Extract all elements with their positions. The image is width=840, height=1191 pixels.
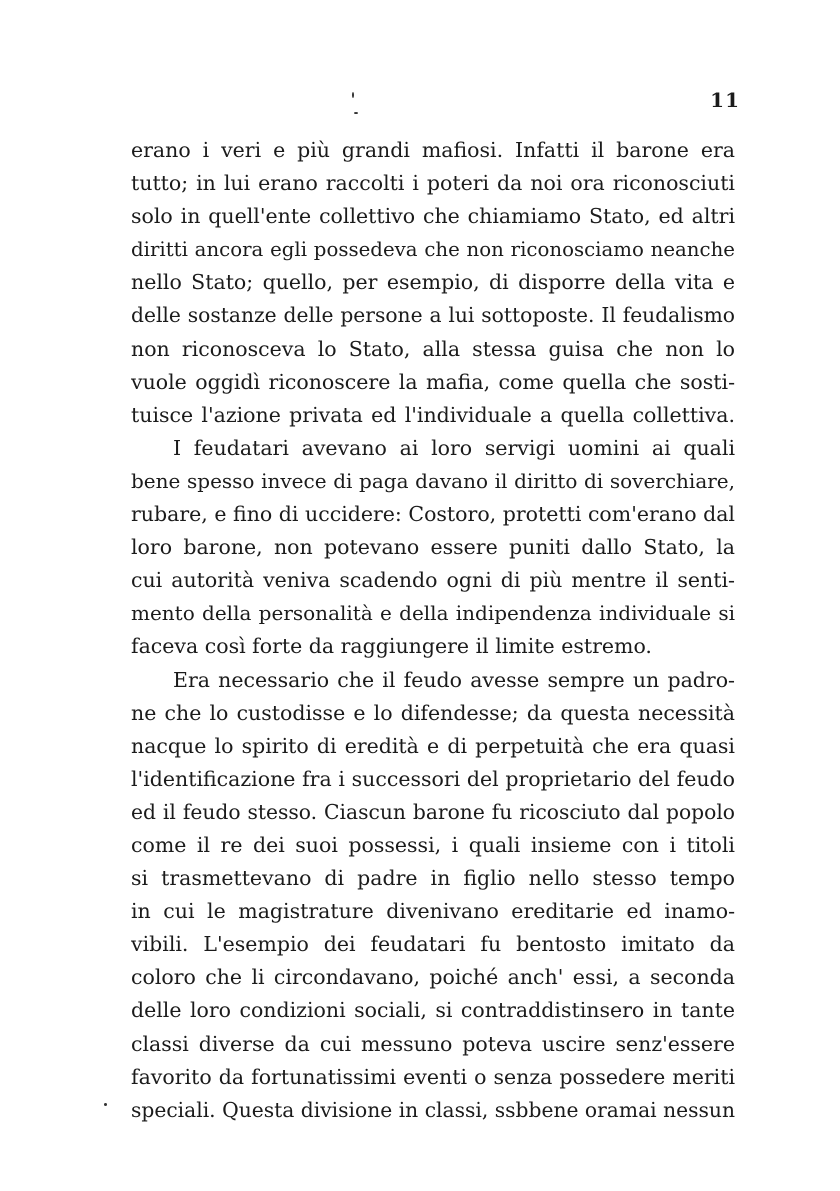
text-line: si trasmettevano di padre in figlio nello stesso tempo <box>131 866 735 891</box>
text-line: ne che lo custodisse e lo difendesse; da questa necessità <box>131 700 735 725</box>
text-line: tuisce l'azione privata ed l'individuale a quella collettiva. <box>131 402 735 427</box>
text-line: I feudatari avevano ai loro servigi uomini ai quali <box>173 435 735 460</box>
text-line: tutto; in lui erano raccolti i poteri da noi ora riconosciuti <box>131 171 735 196</box>
text-line: cui autorità veniva scadendo ogni di più mentre il senti- <box>131 568 735 593</box>
text-line: vibili. L'esempio dei feudatari fu bentosto imitato da <box>131 932 735 957</box>
text-line: delle loro condizioni sociali, si contraddistinsero in tante <box>131 998 735 1023</box>
text-line: loro barone, non potevano essere puniti dallo Stato, la <box>131 535 735 560</box>
ink-speck-top-2 <box>354 112 358 114</box>
text-line: speciali. Questa divisione in classi, ssbbene oramai nessun <box>131 1097 735 1122</box>
text-line: erano i veri e più grandi mafiosi. Infatti il barone era <box>131 138 735 162</box>
text-line: nacque lo spirito di eredità e di perpetuità che era quasi <box>131 733 735 758</box>
body-text <box>131 134 735 1127</box>
ink-speck-top <box>352 92 354 98</box>
text-line: classi diverse da cui messuno poteva uscire senz'essere <box>131 1031 735 1056</box>
ink-speck-bottom <box>104 1103 107 1106</box>
text-line: in cui le magistrature divenivano ereditarie ed inamo- <box>131 899 735 924</box>
text-line: solo in quell'ente collettivo che chiamiamo Stato, ed altri <box>131 204 735 229</box>
text-line: nello Stato; quello, per esempio, di disporre della vita e <box>131 270 735 295</box>
text-line: favorito da fortunatissimi eventi o senza possedere meriti <box>131 1064 735 1089</box>
text-line: l'identificazione fra i successori del proprietario del feudo <box>131 766 735 791</box>
text-line: Era necessario che il feudo avesse sempre un padro- <box>173 667 735 692</box>
text-line: faceva così forte da raggiungere il limite estremo. <box>131 634 652 659</box>
text-line: rubare, e fino di uccidere: Costoro, protetti com'erano dal <box>131 502 735 527</box>
text-line: delle sostanze delle persone a lui sottoposte. Il feudalismo <box>131 303 735 328</box>
text-line: vuole oggidì riconoscere la mafia, come quella che sosti- <box>131 369 735 394</box>
text-line: ed il feudo stesso. Ciascun barone fu ricosciuto dal popolo <box>131 799 735 824</box>
page-number: 11 <box>710 88 740 112</box>
text-line: mento della personalità e della indipendenza individuale si <box>131 601 735 626</box>
text-line: non riconosceva lo Stato, alla stessa guisa che non lo <box>131 336 735 361</box>
text-line: come il re dei suoi possessi, i quali insieme con i titoli <box>131 832 735 857</box>
text-line: diritti ancora egli possedeva che non riconosciamo neanche <box>131 238 735 262</box>
text-line: coloro che li circondavano, poiché anch' essi, a seconda <box>131 965 735 990</box>
text-line: bene spesso invece di paga davano il diritto di soverchiare, <box>131 468 735 493</box>
